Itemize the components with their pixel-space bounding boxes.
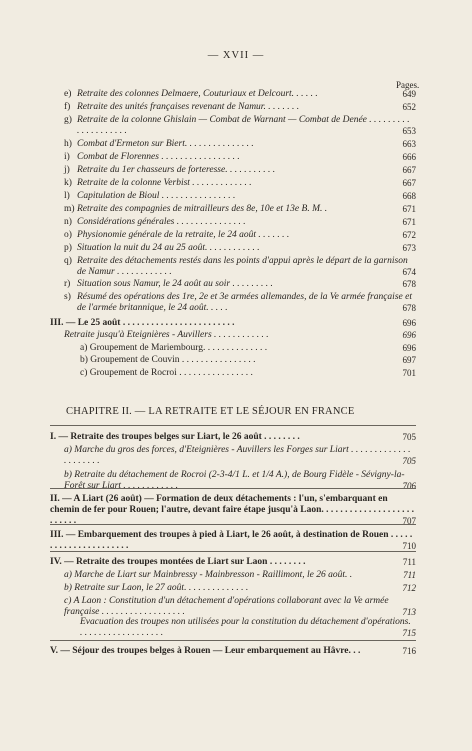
entry-text: Résumé des opérations des 1re, 2e et 3e armées allemandes, de la Ve armée française et de l'armée britannique, le 24 août. . . . . <box>77 292 412 313</box>
section-page: 710 <box>402 541 416 551</box>
subitem-text: a) Groupement de Mariembourg. . . . . . . . . . . . . . <box>80 343 268 353</box>
entry-page: 668 <box>402 191 416 201</box>
subitem-text: Evacuation des troupes non utilisées pour la constitution du détachement d'opérations. . . . . . . . . . . . . . . . . . . <box>80 617 411 638</box>
entry-page: 667 <box>402 165 416 175</box>
toc-entry <box>64 243 414 254</box>
subitem-page: 706 <box>402 481 416 491</box>
toc-entry <box>64 178 414 189</box>
divider <box>50 640 416 641</box>
entry-label: p) <box>64 243 72 253</box>
entry-label: m) <box>64 204 75 214</box>
entry-text: Combat d'Ermeton sur Biert. . . . . . . . . . . . . . . <box>77 139 254 149</box>
entry-label: q) <box>64 256 72 266</box>
entry-page: 667 <box>402 178 416 188</box>
section-page: 707 <box>402 516 416 526</box>
subitem-page: 701 <box>402 368 416 378</box>
toc-entry <box>64 102 414 113</box>
toc-entry <box>64 292 414 314</box>
toc-section <box>50 318 414 329</box>
subsection-page: 696 <box>402 330 416 340</box>
page-number: — XVII — <box>207 50 265 61</box>
toc-subitem <box>80 617 414 639</box>
toc-entry <box>64 191 414 202</box>
section-title: III. — Le 25 août . . . . . . . . . . . . . . . . . . . . . . . . <box>50 318 235 328</box>
toc-entry <box>64 115 414 137</box>
entry-page: 649 <box>402 89 416 99</box>
subitem-text: a) Marche du gros des forces, d'Eteignières - Auvillers les Forges sur Liart . . . . . . . . . . . . . . . . . . . . . <box>64 445 411 466</box>
subitem-page: 711 <box>403 570 416 580</box>
subitem-text: b) Retraite du détachement de Rocroi (2-3-4/1 L. et 1/4 A.), de Bourg Fidèle - Sévigny-la-Forêt sur Liart . . . . . . . . . . . . <box>64 470 405 491</box>
entry-page: 671 <box>402 204 416 214</box>
toc-entry <box>64 204 414 215</box>
entry-label: j) <box>64 165 70 175</box>
entry-text: Situation sous Namur, le 24 août au soir . . . . . . . . . <box>77 279 273 289</box>
toc-section <box>50 494 414 527</box>
entry-text: Retraite des unités françaises revenant de Namur. . . . . . . . <box>77 102 300 112</box>
entry-label: k) <box>64 178 72 188</box>
subitem-text: b) Retraite sur Laon, le 27 août. . . . . . . . . . . . . . <box>64 583 249 593</box>
toc-subitem <box>64 583 414 594</box>
entry-label: s) <box>64 292 71 302</box>
subitem-page: 697 <box>402 355 416 365</box>
subitem-page: 705 <box>402 456 416 466</box>
toc-entry <box>64 89 414 100</box>
entry-page: 674 <box>402 267 416 277</box>
entry-label: n) <box>64 217 72 227</box>
toc-subsection <box>64 330 414 341</box>
chapter-heading: CHAPITRE II. — LA RETRAITE ET LE SÉJOUR EN FRANCE <box>66 406 355 417</box>
entry-label: i) <box>64 152 70 162</box>
section-title: IV. — Retraite des troupes montées de Liart sur Laon . . . . . . . . <box>50 557 306 567</box>
entry-page: 671 <box>402 217 416 227</box>
section-title: V. — Séjour des troupes belges à Rouen — Leur embarquement au Hâvre. . . <box>50 646 361 656</box>
entry-label: h) <box>64 139 72 149</box>
subitem-text: b) Groupement de Couvin . . . . . . . . . . . . . . . . <box>80 355 256 365</box>
toc-section <box>50 557 414 568</box>
toc-subitem <box>80 368 414 379</box>
subitem-page: 696 <box>402 343 416 353</box>
entry-page: 672 <box>402 230 416 240</box>
entry-page: 673 <box>402 243 416 253</box>
toc-entry <box>64 230 414 241</box>
divider <box>50 425 416 426</box>
entry-page: 666 <box>402 152 416 162</box>
subitem-page: 712 <box>402 583 416 593</box>
divider <box>50 488 416 489</box>
pages-column-label: Pages. <box>396 80 420 90</box>
entry-label: l) <box>64 191 70 201</box>
entry-label: o) <box>64 230 72 240</box>
toc-entry <box>64 139 414 150</box>
entry-text: Retraite de la colonne Ghislain — Combat de Warnant — Combat de Denée . . . . . . . . . . . . . . . . . . . . <box>77 115 410 136</box>
entry-text: Capitulation de Bioul . . . . . . . . . . . . . . . . <box>77 191 236 201</box>
toc-subitem <box>64 445 414 467</box>
entry-text: Combat de Florennes . . . . . . . . . . . . . . . . . <box>77 152 240 162</box>
section-title: II. — A Liart (26 août) — Formation de deux détachements : l'un, s'embarquant en chemin de fer pour Rouen; l'autre, devant faire étape jusqu'à Laon. . . . . . . . . . . . . . . . . . . . . . . . . . <box>50 494 414 526</box>
subitem-text: a) Marche de Liart sur Mainbressy - Mainbresson - Raillimont, le 26 août. . <box>64 570 353 580</box>
subsection-title: Retraite jusqu'à Eteignières - Auvillers . . . . . . . . . . . . <box>64 330 269 340</box>
entry-label: e) <box>64 89 72 99</box>
subitem-text: c) Groupement de Rocroi . . . . . . . . . . . . . . . . <box>80 368 253 378</box>
section-title: III. — Embarquement des troupes à pied à Liart, le 26 août, à destination de Rouen . . . . . . . . . . . . . . . . . . . . . . <box>50 530 413 551</box>
entry-page: 653 <box>402 126 416 136</box>
entry-page: 678 <box>402 279 416 289</box>
toc-section <box>50 530 414 552</box>
entry-label: f) <box>64 102 71 112</box>
divider <box>50 551 416 552</box>
entry-text: Retraite du 1er chasseurs de forteresse. . . . . . . . . . . <box>77 165 276 175</box>
entry-text: Physionomie générale de la retraite, le 24 août . . . . . . . <box>77 230 290 240</box>
subitem-page: 713 <box>402 607 416 617</box>
entry-text: Situation la nuit du 24 au 25 août. . . . . . . . . . . . <box>77 243 260 253</box>
section-page: 711 <box>402 557 416 567</box>
toc-entry <box>64 165 414 176</box>
entry-text: Retraite des détachements restés dans les points d'appui après le départ de la garnison de Namur . . . . . . . . . . . . <box>77 256 408 277</box>
entry-text: Retraite des colonnes Delmaere, Couturiaux et Delcourt. . . . . . <box>77 89 318 99</box>
toc-entry <box>64 256 414 278</box>
section-page: 716 <box>402 646 416 656</box>
entry-label: r) <box>64 279 71 289</box>
section-title: I. — Retraite des troupes belges sur Liart, le 26 août . . . . . . . . <box>50 432 300 442</box>
toc-entry <box>64 152 414 163</box>
entry-page: 652 <box>402 102 416 112</box>
entry-text: Retraite des compagnies de mitrailleurs des 8e, 10e et 13e B. M. . <box>77 204 328 214</box>
toc-section <box>50 646 414 657</box>
toc-subitem <box>80 343 414 354</box>
subitem-page: 715 <box>402 628 416 638</box>
toc-section <box>50 432 414 443</box>
entry-text: Retraite de la colonne Verbist . . . . . . . . . . . . . <box>77 178 252 188</box>
divider <box>50 524 416 525</box>
entry-text: Considérations générales . . . . . . . . . . . . . . . <box>77 217 246 227</box>
section-page: 696 <box>402 318 416 328</box>
toc-subitem <box>64 570 414 581</box>
section-page: 705 <box>402 432 416 442</box>
subitem-text: c) A Laon : Constitution d'un détachement d'opérations collaborant avec la Ve armée française . . . . . . . . . . . . . . . . . . <box>64 596 389 617</box>
entry-page: 678 <box>402 303 416 313</box>
entry-page: 663 <box>402 139 416 149</box>
toc-entry <box>64 279 414 290</box>
toc-entry <box>64 217 414 228</box>
toc-subitem <box>64 596 414 618</box>
entry-label: g) <box>64 115 72 125</box>
toc-subitem <box>80 355 414 366</box>
